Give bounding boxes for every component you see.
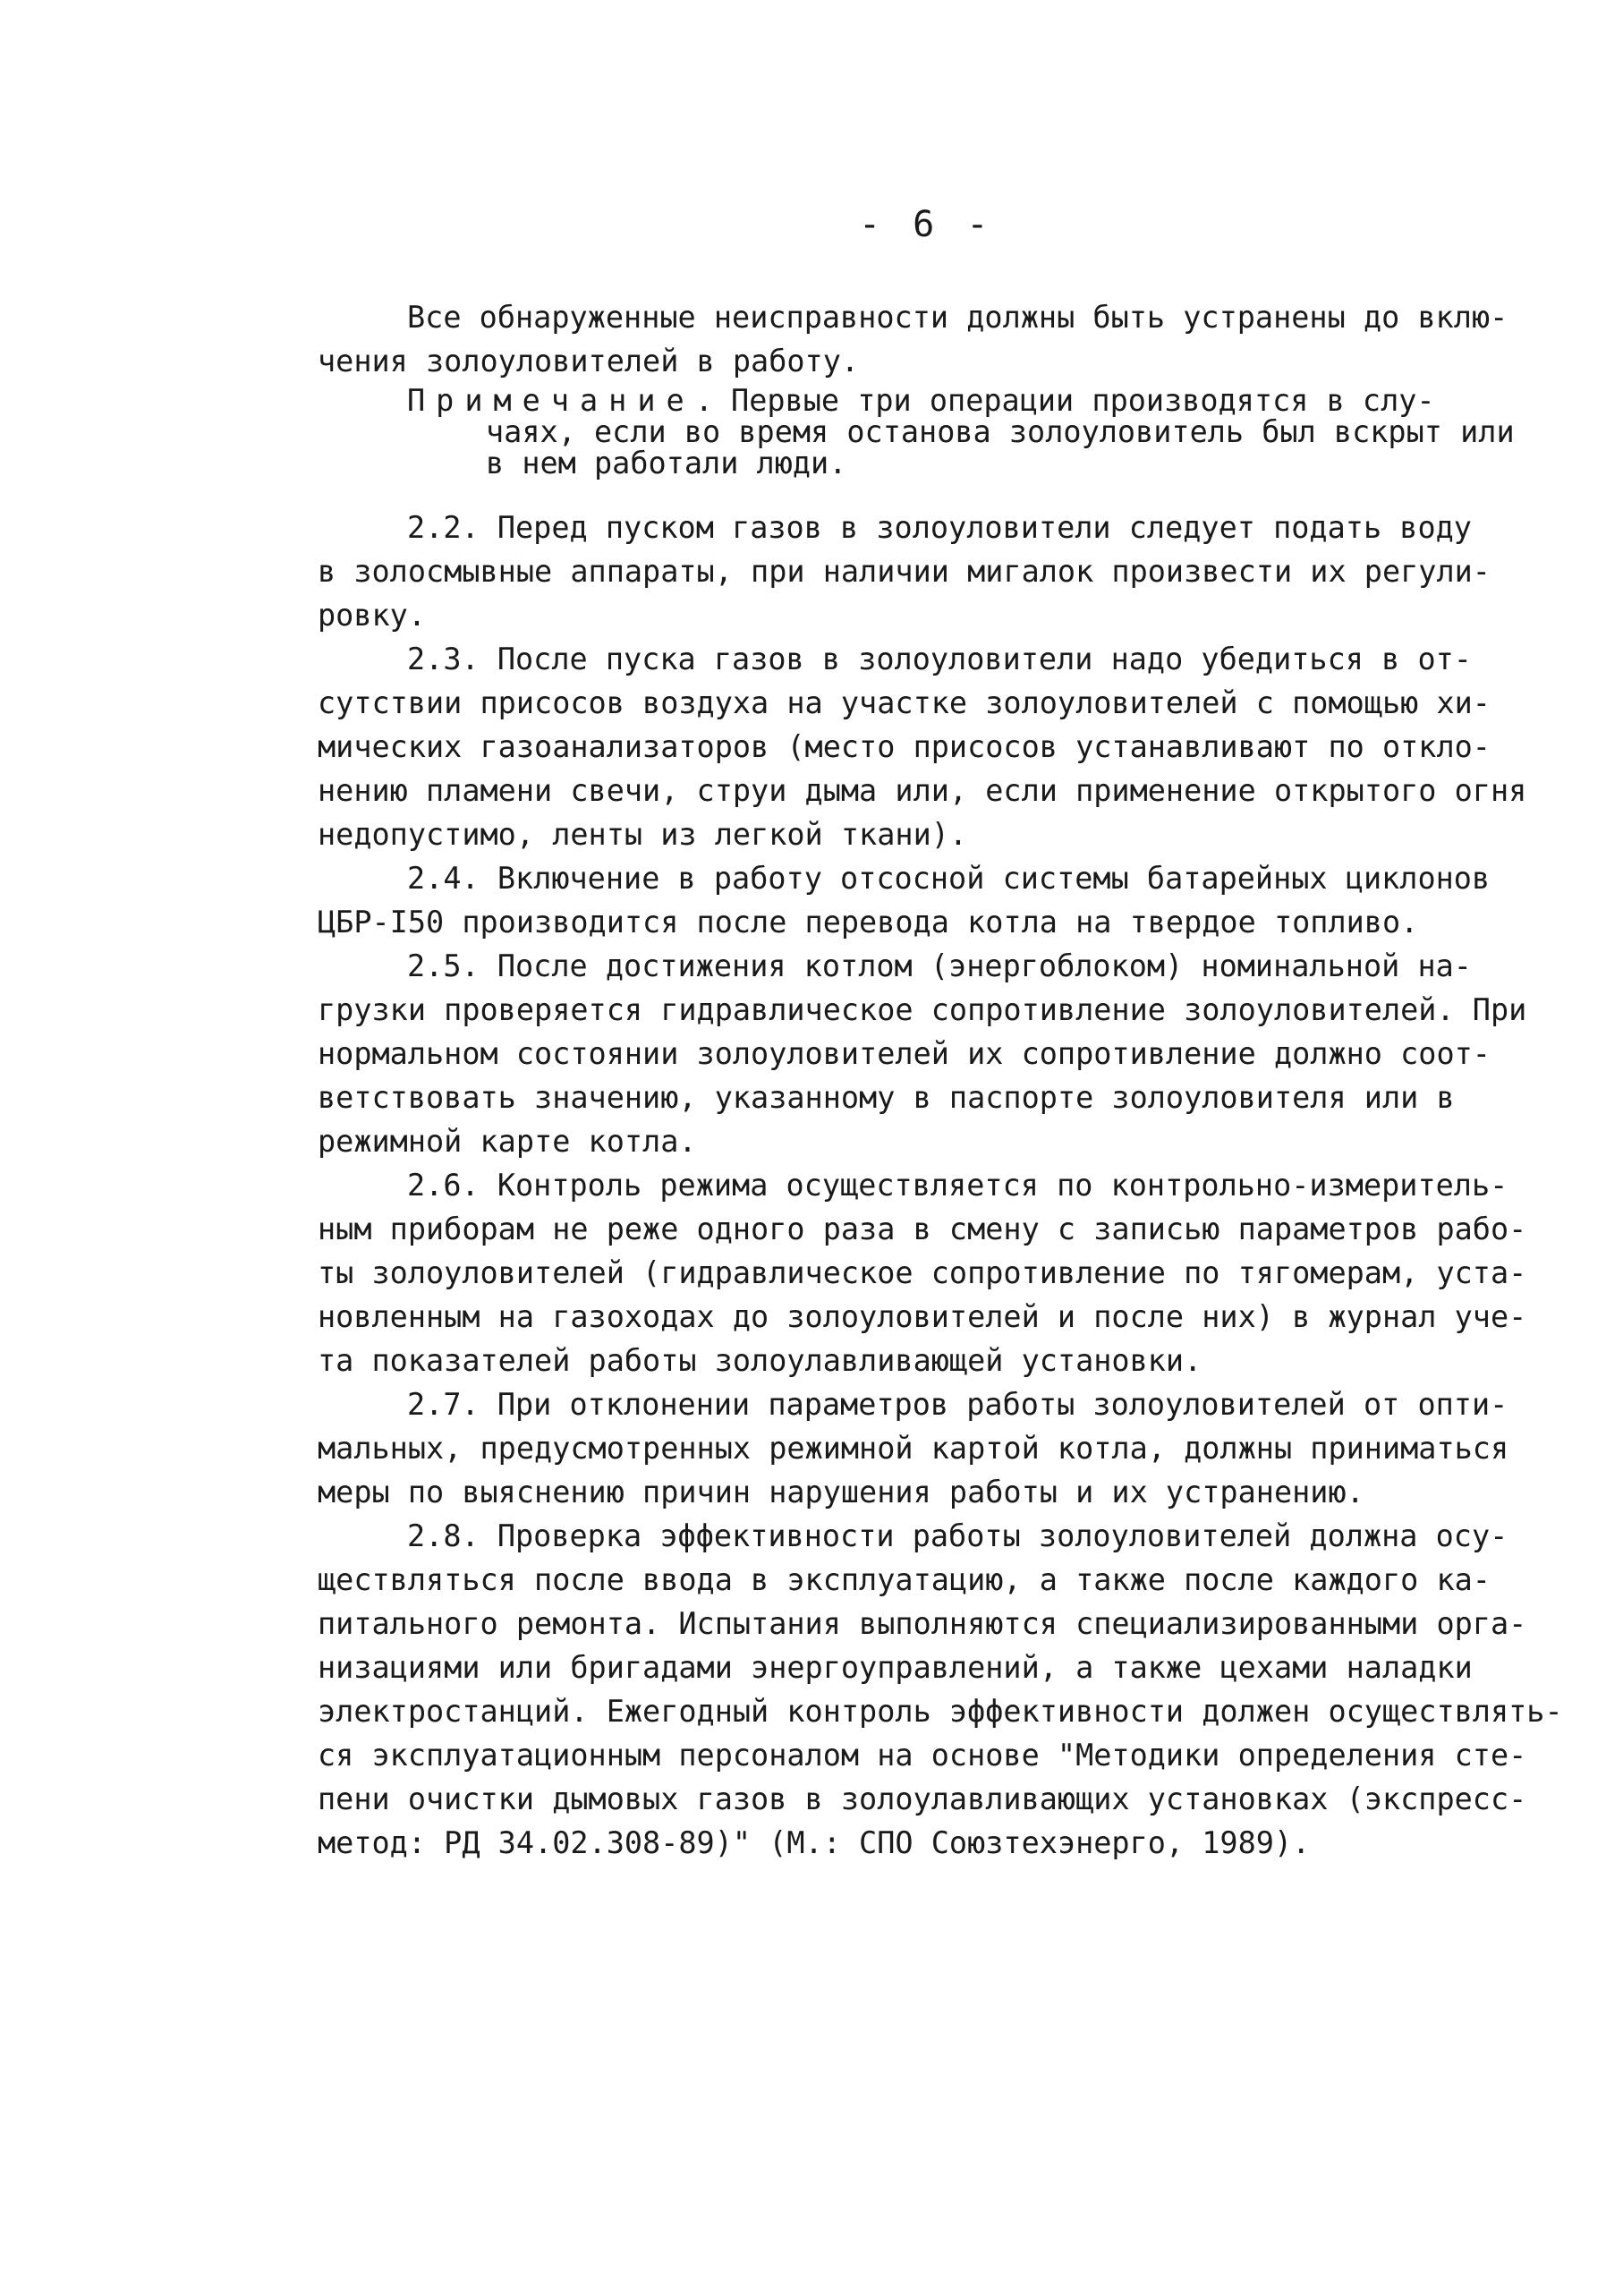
note-first-line-text: . Первые три операции производятся в слу- <box>694 383 1435 418</box>
text-line: нению пламени свечи, струи дыма или, если применение открытого огня <box>318 773 1527 808</box>
text-line: мических газоанализаторов (место присосов устанавливают по откло- <box>318 729 1491 764</box>
note-first-line <box>407 385 1515 416</box>
note-line: чаях, если во время останова золоуловитель был вскрыт или <box>486 414 1515 449</box>
text-line: низациями или бригадами энергоуправлений, а также цехами наладки <box>318 1650 1473 1685</box>
text-line: питального ремонта. Испытания выполняются специализированными орга- <box>318 1606 1527 1641</box>
text-line: метод: РД 34.02.308-89)" (М.: СПО Союзтехэнерго, 1989). <box>318 1825 1311 1860</box>
text-line: та показателей работы золоулавливающей установки. <box>318 1343 1202 1378</box>
text-line: ты золоуловителей (гидравлическое сопротивление по тягомерам, уста- <box>318 1255 1527 1290</box>
text-line: мальных, предусмотренных режимной картой котла, должны приниматься <box>318 1431 1509 1466</box>
text-line: пени очистки дымовых газов в золоулавливающих установках (экспресс- <box>318 1782 1527 1816</box>
text-line: ветствовать значению, указанному в паспорте золоуловителя или в <box>318 1080 1455 1115</box>
text-line: недопустимо, ленты из легкой ткани). <box>318 817 968 852</box>
text-line: в золосмывные аппараты, при наличии мигалок произвести их регули- <box>318 554 1491 589</box>
paragraph-first-line: 2.4. Включение в работу отсосной системы батарейных циклонов <box>407 861 1491 896</box>
intro-paragraph <box>318 295 1534 383</box>
paragraph-first-line: 2.7. При отклонении параметров работы золоуловителей от опти- <box>407 1387 1508 1422</box>
body-text <box>318 506 1563 1865</box>
note-block <box>407 385 1515 479</box>
text-line: ным приборам не реже одного раза в смену с записью параметров рабо- <box>318 1212 1527 1246</box>
paragraph-first-line: 2.6. Контроль режима осуществляется по контрольно-измеритель- <box>407 1168 1508 1203</box>
page-number: - 6 - <box>859 204 994 245</box>
text-line: нормальном состоянии золоуловителей их сопротивление должно соот- <box>318 1036 1491 1071</box>
text-line: Все обнаруженные неисправности должны быть устранены до вклю- <box>407 300 1508 335</box>
paragraph-first-line: 2.5. После достижения котлом (энергоблоком) номинальной на- <box>407 948 1472 983</box>
text-line: меры по выяснению причин нарушения работы и их устранению. <box>318 1475 1364 1509</box>
text-line: электростанций. Ежегодный контроль эффективности должен осуществлять- <box>318 1694 1563 1729</box>
paragraph-first-line: 2.2. Перед пуском газов в золоуловители следует подать воду <box>407 510 1472 545</box>
paragraph-first-line: 2.3. После пуска газов в золоуловители надо убедиться в от- <box>407 642 1472 676</box>
paragraph-first-line: 2.8. Проверка эффективности работы золоуловителей должна осу- <box>407 1518 1508 1553</box>
text-line: новленным на газоходах до золоуловителей и после них) в журнал уче- <box>318 1299 1527 1334</box>
text-line: сутствии присосов воздуха на участке золоуловителей с помощью хи- <box>318 685 1491 720</box>
text-line: чения золоуловителей в работу. <box>318 344 860 378</box>
text-line: грузки проверяется гидравлическое сопротивление золоуловителей. При <box>318 992 1527 1027</box>
text-line: ся эксплуатационным персоналом на основе "Методики определения сте- <box>318 1738 1527 1773</box>
text-line: ществляться после ввода в эксплуатацию, а также после каждого ка- <box>318 1562 1491 1597</box>
text-line: режимной карте котла. <box>318 1124 697 1159</box>
text-line: ЦБР-I50 производится после перевода котла на твердое топливо. <box>318 905 1419 940</box>
note-label: Примечание <box>407 383 695 418</box>
note-line: в нем работали люди. <box>486 446 847 480</box>
text-line: ровку. <box>318 598 427 633</box>
